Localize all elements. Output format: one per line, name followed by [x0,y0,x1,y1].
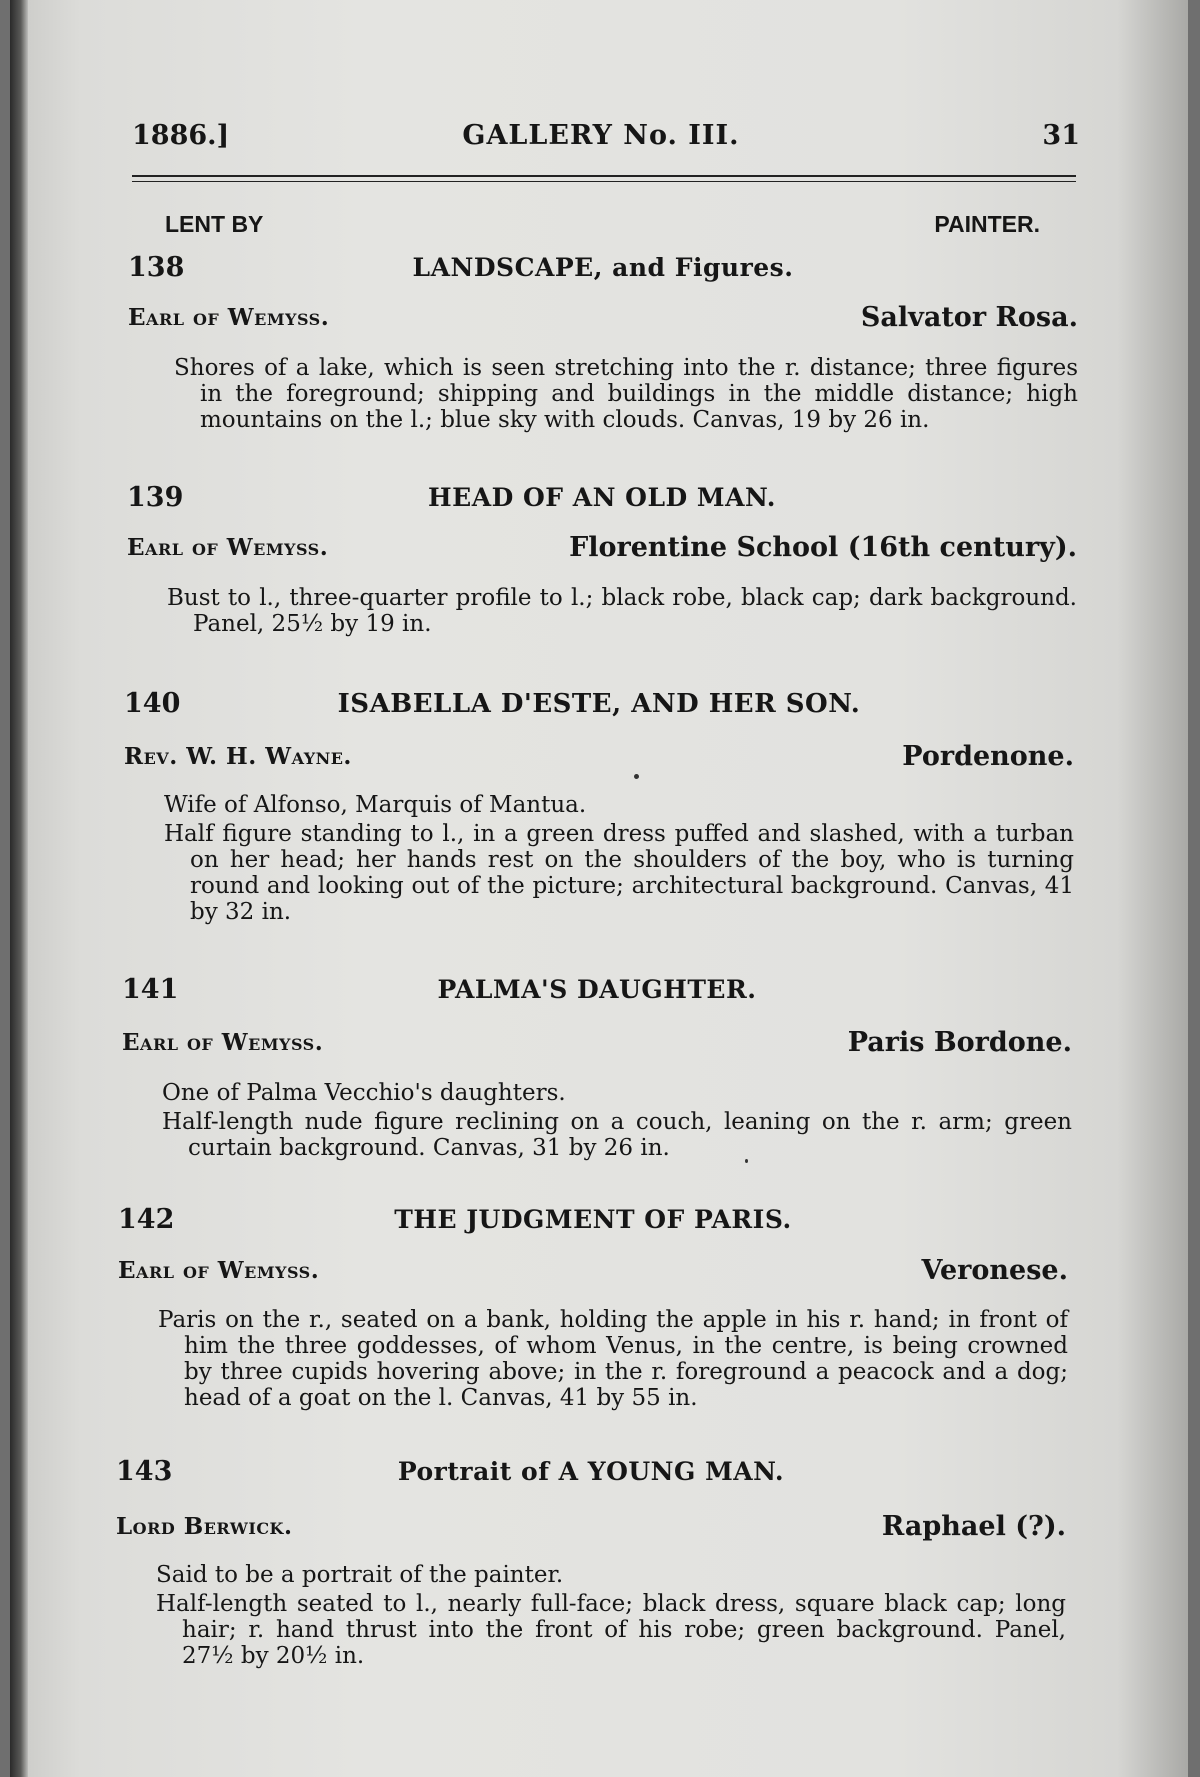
entry-number: 143 [116,1456,173,1487]
description-paragraph: Half-length seated to l., nearly full-face; black dress, square black cap; long hair; r. hand thrust into the front of his robe; green background. Panel, 27½ by 20½ in. [156,1591,1066,1669]
entry-lender: Earl of Wemyss. [122,1029,324,1056]
entry-number: 142 [118,1204,175,1235]
book-spine-shadow [10,0,28,1777]
header-rule [132,175,1076,177]
description-paragraph: Half figure standing to l., in a green dress puffed and slashed, with a turban on her head; her hands rest on the shoulders of the boy, who is turning round and looking out of the picture; architectural background. Canvas, 41 by 32 in. [164,821,1074,925]
entry-title: THE JUDGMENT OF PARIS. [394,1205,792,1234]
entry-description [156,1562,1066,1669]
entry-title: LANDSCAPE, and Figures. [412,253,794,282]
description-paragraph: Bust to l., three-quarter profile to l.; black robe, black cap; dark background. Panel, 25½ by 19 in. [167,585,1077,637]
entry-number: 139 [127,482,184,513]
entry-description [164,792,1074,925]
entry-title: PALMA'S DAUGHTER. [437,975,757,1004]
entry-number: 141 [122,974,179,1005]
entry-lender: Earl of Wemyss. [127,534,329,561]
print-speck [745,1159,748,1163]
entry-title: Portrait of A YOUNG MAN. [397,1457,785,1486]
description-paragraph: Paris on the r., seated on a bank, holding the apple in his r. hand; in front of him the three goddesses, of whom Venus, in the centre, is being crowned by three cupids hovering above; in the r. foreground a peacock and a dog; head of a goat on the l. Canvas, 41 by 55 in. [158,1307,1068,1411]
entry-painter: Raphael (?). [881,1511,1066,1542]
description-paragraph: Wife of Alfonso, Marquis of Mantua. [164,792,587,818]
page-number: 31 [1042,120,1080,151]
entry-painter: Veronese. [921,1255,1068,1286]
description-paragraph: One of Palma Vecchio's daughters. [162,1080,566,1106]
painter-heading: PAINTER. [934,211,1040,237]
lent-by-heading: LENT BY [165,211,264,237]
entry-title: ISABELLA D'ESTE, AND HER SON. [337,689,861,719]
entry-painter: Salvator Rosa. [860,302,1078,333]
entry-painter: Pordenone. [902,741,1074,772]
description-paragraph: Half-length nude figure reclining on a couch, leaning on the r. arm; green curtain background. Canvas, 31 by 26 in. [162,1109,1072,1161]
header-rule-thin [132,181,1076,182]
header-title: GALLERY No. III. [462,120,740,151]
entry-lender: Rev. W. H. Wayne. [124,743,352,770]
description-paragraph: Shores of a lake, which is seen stretching into the r. distance; three figures in the foreground; shipping and buildings in the middle distance; high mountains on the l.; blue sky with clouds. Canvas, 19 by 26 in. [174,355,1078,433]
entry-description [158,1307,1068,1411]
entry-lender: Earl of Wemyss. [128,304,330,331]
entry-lender: Earl of Wemyss. [118,1257,320,1284]
entry-title: HEAD OF AN OLD MAN. [428,483,776,512]
entry-description [167,585,1077,637]
entry-painter: Florentine School (16th century). [569,532,1077,563]
entry-description [174,355,1078,433]
entry-painter: Paris Bordone. [847,1027,1072,1058]
catalogue-page [10,0,1188,1777]
entry-lender: Lord Berwick. [116,1513,293,1540]
entry-number: 138 [128,252,185,283]
header-year: 1886.] [132,120,230,151]
running-header [122,120,1080,160]
print-speck [634,774,639,779]
description-paragraph: Said to be a portrait of the painter. [156,1562,564,1588]
entry-number: 140 [124,688,181,719]
entry-description [162,1080,1072,1161]
